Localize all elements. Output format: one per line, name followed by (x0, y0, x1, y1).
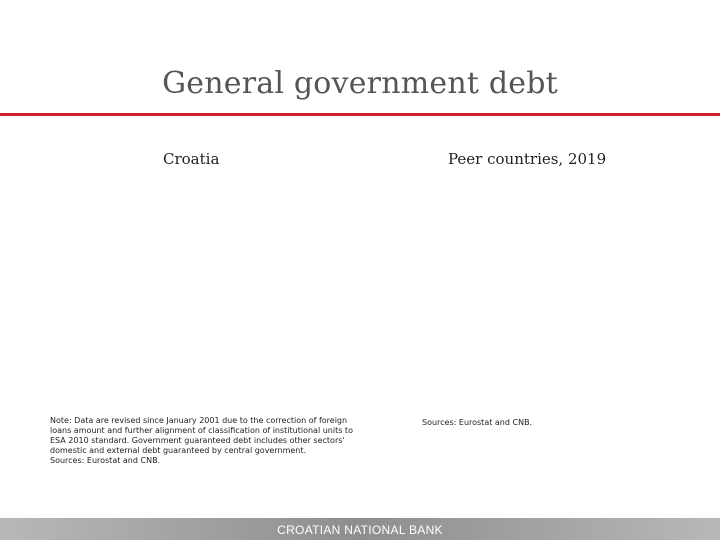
left-panel-note (50, 416, 360, 466)
right-panel-title: Peer countries, 2019 (448, 150, 607, 168)
note-text: Note: Data are revised since January 2001 due to the correction of foreign loans amount and further alignment of classification of institutional units to ESA 2010 standard. Government guaranteed debt includes other sectors' domestic and external debt guaranteed by central government. (50, 416, 353, 455)
footer-bar (0, 518, 720, 540)
footer-bank-name: CROATIAN NATIONAL BANK (277, 523, 443, 537)
title-divider (0, 113, 720, 116)
right-sources-text: Sources: Eurostat and CNB. (422, 418, 533, 427)
slide-title: General government debt (162, 66, 558, 101)
left-sources-text: Sources: Eurostat and CNB. (50, 456, 161, 465)
left-panel-title: Croatia (163, 150, 220, 168)
